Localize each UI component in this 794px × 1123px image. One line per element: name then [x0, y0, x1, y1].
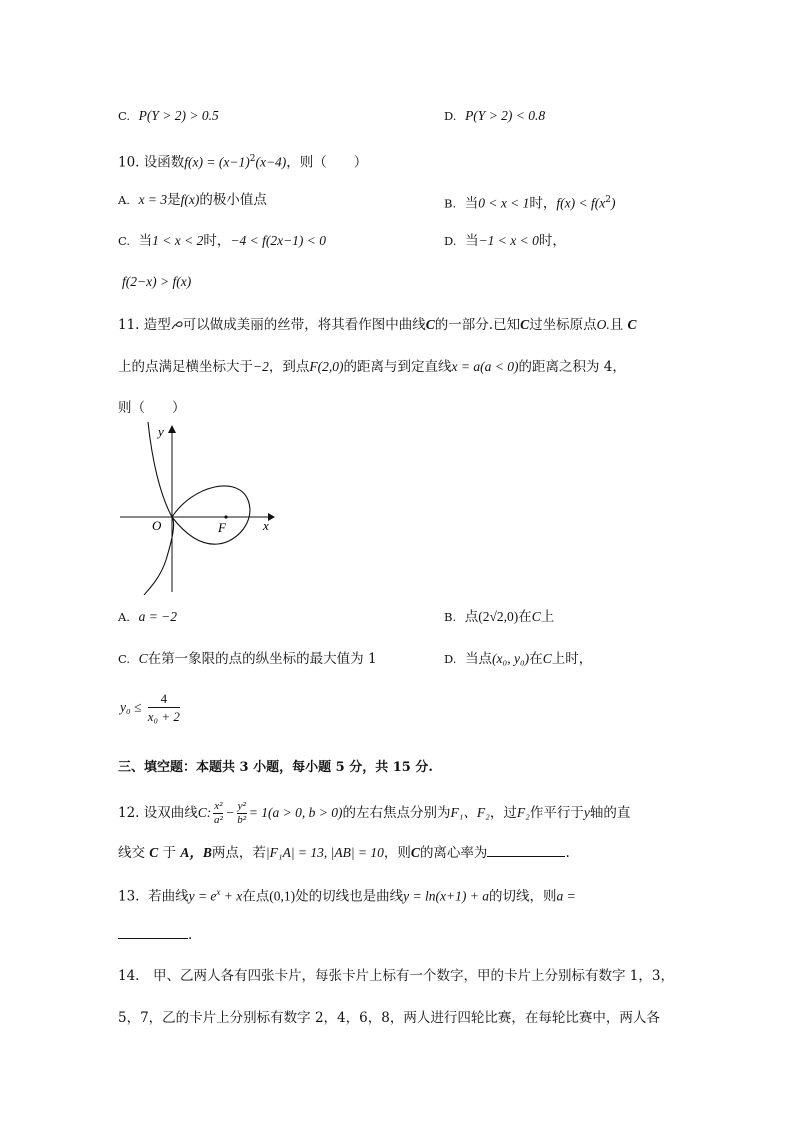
stem-text: 过坐标原点	[529, 317, 597, 333]
math-expression: x = a(a < 0)	[451, 359, 519, 374]
math-expression: F(2,0)	[309, 359, 344, 374]
fraction-numerator: x²	[214, 800, 223, 812]
math-expression: f(x) < f(x	[556, 195, 606, 211]
q11-stem-line1	[118, 315, 637, 336]
stem-text: 上的点满足横坐标大于	[118, 359, 253, 375]
stem-text: 设函数	[143, 154, 185, 171]
x-axis-arrow	[268, 513, 275, 521]
math-expression: a = −2	[138, 609, 178, 624]
x-axis-label: x	[263, 518, 269, 533]
stem-text: ，过	[489, 805, 517, 821]
curve-c	[144, 422, 174, 595]
fraction-numerator: 4	[148, 690, 180, 708]
math-expression: 0 < x < 1	[478, 195, 530, 211]
stem-text: 若曲线	[148, 888, 189, 905]
q11-option-d-cont	[120, 690, 182, 725]
math-sqrt: √2	[489, 609, 504, 624]
exponent: x	[216, 887, 221, 897]
option-text: 当	[138, 233, 153, 249]
math-expression: )	[611, 195, 616, 211]
option-text: 上时，	[551, 651, 593, 667]
q9-option-c	[118, 106, 219, 126]
q13-line1	[118, 882, 576, 907]
stem-text: 的切线，则	[488, 888, 557, 905]
option-text: 当点	[465, 651, 493, 667]
exponent: 2	[249, 154, 256, 164]
math-variable: C	[531, 609, 541, 624]
math-variable: y	[583, 805, 590, 820]
math-expression: −4 < f(2x−1) < 0	[230, 233, 327, 248]
option-text: 点	[464, 609, 479, 625]
answer-blank[interactable]	[118, 924, 188, 939]
q10-option-d-cont	[122, 272, 191, 292]
math-expression: y₀ ≤	[120, 699, 142, 715]
origin-label: O	[152, 518, 162, 533]
option-text: 的极小值点	[199, 192, 267, 208]
fraction	[148, 690, 180, 725]
stem-text: ，到点	[268, 359, 310, 375]
stem-text: 线交	[118, 845, 145, 861]
math-expression: x = 3	[138, 192, 168, 207]
option-label: C.	[118, 652, 131, 666]
fraction	[237, 800, 247, 827]
math-expression: |F₁A| = 13, |AB| = 10	[265, 845, 384, 860]
stem-text: ，则（ ）	[286, 154, 368, 171]
q11-option-d	[444, 649, 592, 669]
option-label: B.	[444, 196, 457, 211]
q12-line2	[118, 842, 570, 863]
option-text: 在	[518, 609, 532, 625]
math-expression: y = ln(x+1) + a	[403, 888, 489, 904]
math-expression: f(2−x) > f(x)	[122, 274, 192, 289]
stem-text: ，则	[383, 845, 411, 861]
q11-option-a	[118, 607, 177, 627]
option-label: C.	[118, 234, 131, 248]
math-expression: P(Y > 2) > 0.5	[138, 108, 219, 123]
math-expression: = 1(a > 0, b > 0)	[248, 805, 343, 820]
stem-text: 的左右焦点分别为	[342, 805, 451, 821]
math-expression: (2	[478, 609, 490, 624]
stem-text: 可以做成美丽的丝带，将其看作图中曲线	[182, 317, 426, 333]
section-title: 三、填空题：本题共 3 小题，每小题 5 分，共 15 分.	[118, 760, 433, 775]
option-label: D.	[444, 652, 457, 666]
stem-text: .	[188, 927, 193, 943]
q10-option-d	[444, 231, 566, 251]
math-expression: P(Y > 2) < 0.8	[465, 108, 546, 123]
stem-text: 则（ ）	[118, 400, 186, 416]
q10-option-b	[444, 190, 616, 214]
question-number: 12.	[118, 805, 140, 821]
math-expression: (0,1)	[269, 888, 296, 904]
stem-text: 处的切线也是曲线	[295, 888, 404, 905]
stem-text: 且	[609, 317, 624, 333]
q11-option-b	[444, 607, 554, 627]
fraction	[213, 800, 223, 827]
math-expression: a =	[556, 888, 576, 904]
q12-line1	[118, 800, 630, 827]
option-label: A.	[118, 610, 130, 624]
fraction-numerator: y²	[237, 800, 246, 812]
math-variable: A，B	[180, 845, 212, 860]
math-expression: + x	[220, 888, 243, 904]
math-expression: f(x) = (x−1)	[184, 154, 250, 170]
stem-text: 的离心率为	[419, 845, 488, 861]
q10-stem	[118, 149, 367, 173]
math-variable: C	[520, 317, 530, 332]
q11-option-c	[118, 649, 377, 669]
option-text: 上	[540, 609, 555, 625]
option-label: C.	[118, 109, 131, 123]
q10-option-c	[118, 231, 326, 251]
q10-option-a	[118, 190, 267, 210]
option-text: 在	[529, 651, 543, 667]
stem-text: 在点	[242, 888, 270, 905]
question-number: 10.	[118, 154, 140, 171]
math-expression: ,0)	[503, 609, 519, 624]
option-text: 时，	[538, 233, 566, 249]
fraction-denominator: x₀ + 2	[147, 709, 180, 724]
stem-text: 两点，若	[211, 845, 266, 861]
stem-text: 造型	[143, 317, 171, 333]
math-variable: O.	[596, 317, 610, 332]
math-expression: −2	[253, 359, 269, 374]
math-variable: C	[410, 845, 420, 860]
q14-line1: 14. 甲、乙两人各有四张卡片，每张卡片上标有一个数字，甲的卡片上分别标有数字 1，3，	[118, 968, 674, 984]
stem-text: 的距离之积为 4，	[518, 359, 626, 375]
math-variable: C	[542, 651, 552, 666]
q11-stem-line3	[118, 398, 186, 418]
stem-text: 作平行于	[529, 805, 584, 821]
stem-text: 的一部分.已知	[434, 317, 521, 333]
y-axis-arrow	[168, 425, 176, 433]
math-variable: C	[425, 317, 435, 332]
math-expression: F₁、F₂	[450, 805, 490, 820]
option-label: B.	[444, 610, 457, 624]
focus-label: F	[218, 520, 226, 535]
option-text: 当	[464, 195, 479, 212]
ribbon-icon	[171, 316, 183, 336]
option-text: 当	[465, 233, 479, 249]
fraction-denominator: b²	[237, 814, 247, 826]
fraction-denominator: a²	[213, 814, 223, 826]
question-number: 13.	[118, 888, 140, 905]
focus-point	[224, 515, 227, 518]
stem-text: .	[565, 845, 570, 861]
stem-text: 于	[162, 845, 177, 861]
math-expression: f(x)	[180, 192, 200, 207]
option-text: 时，	[529, 195, 557, 212]
math-variable: C:	[197, 805, 212, 820]
stem-text: 的距离与到定直线	[343, 359, 452, 375]
math-expression: y = e	[188, 888, 217, 904]
math-operator: −	[225, 805, 235, 820]
option-text: 是	[167, 192, 181, 208]
math-expression: 1 < x < 2	[152, 233, 204, 248]
math-expression: F₂	[516, 805, 530, 820]
curve-c-loop	[172, 486, 250, 544]
math-variable: C	[149, 845, 159, 860]
answer-blank[interactable]	[487, 842, 565, 857]
stem-text: 设双曲线	[143, 805, 198, 821]
q9-option-d	[444, 106, 545, 126]
math-expression: (x−4)	[255, 154, 287, 170]
option-text: 在第一象限的点的纵坐标的最大值为 1	[147, 651, 377, 667]
math-expression: (x₀, y₀)	[492, 651, 530, 666]
y-axis-label: y	[158, 424, 164, 439]
math-variable: C	[138, 651, 148, 666]
q14-line2: 5，7，乙的卡片上分别标有数字 2，4，6，8，两人进行四轮比赛，在每轮比赛中，两人各	[118, 1010, 660, 1026]
math-variable: C	[627, 317, 637, 332]
q11-stem-line2	[118, 357, 626, 377]
exponent: 2	[605, 195, 611, 205]
option-label: D.	[444, 234, 457, 248]
math-expression: −1 < x < 0	[478, 233, 539, 248]
q13-line2	[118, 924, 192, 945]
stem-text: 轴的直	[589, 805, 631, 821]
option-text: 时，	[203, 233, 231, 249]
option-label: D.	[444, 109, 457, 123]
question-number: 11.	[118, 317, 140, 333]
option-label: A.	[118, 193, 130, 207]
curve-graph	[118, 420, 278, 595]
